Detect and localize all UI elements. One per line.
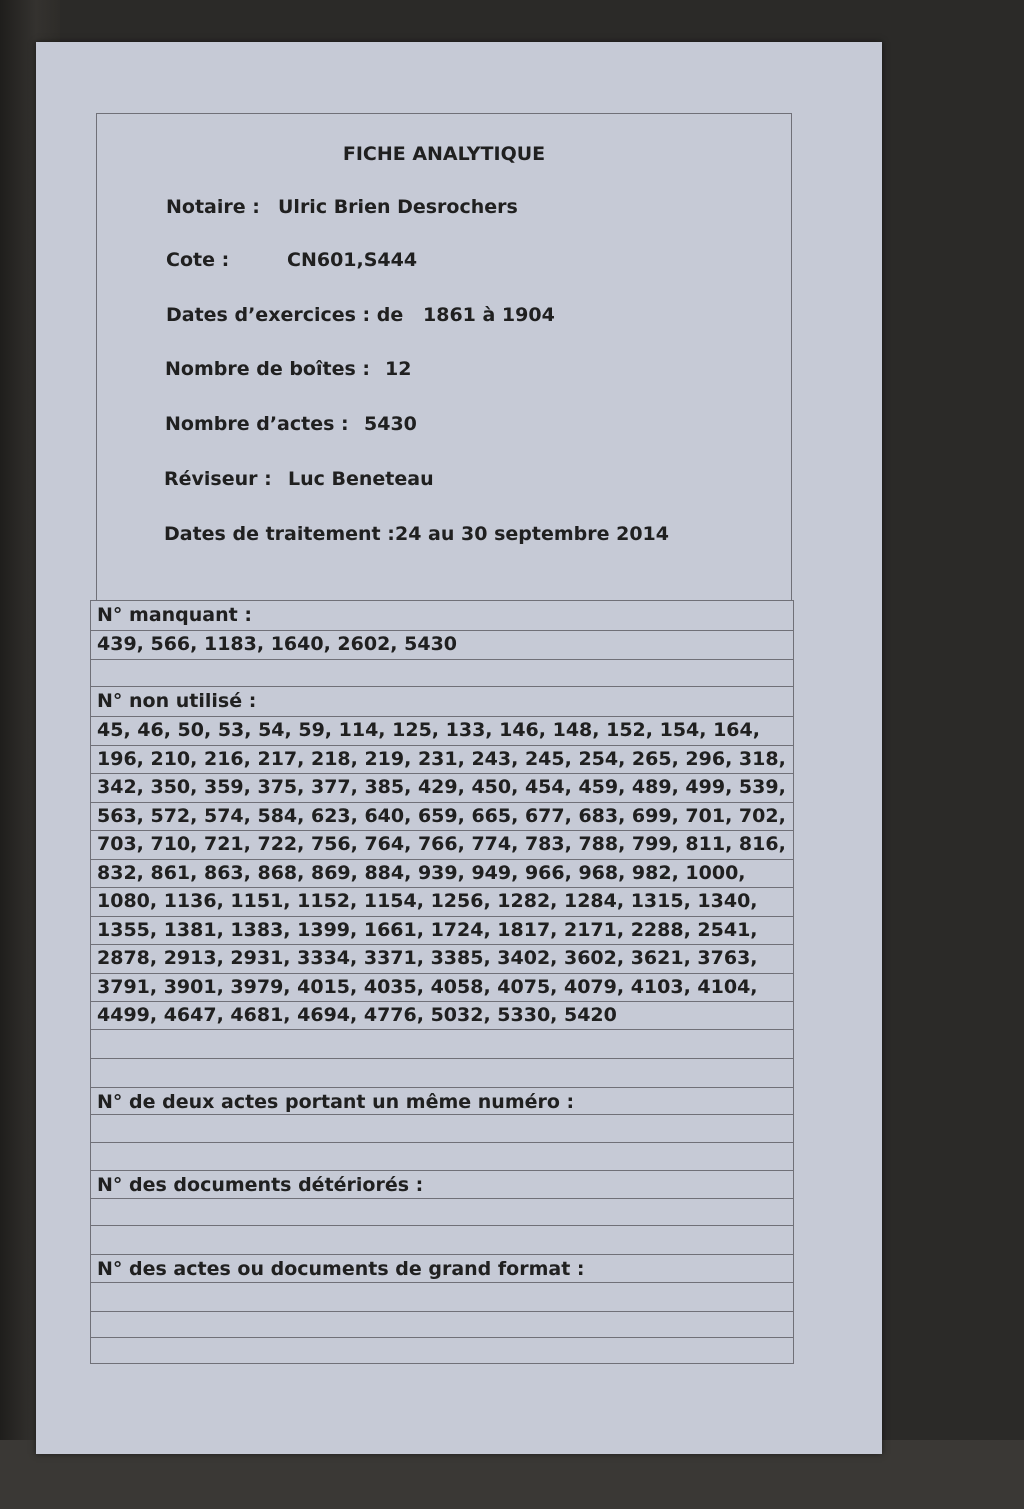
empty-row — [91, 659, 793, 686]
nombre-actes-value: 5430 — [364, 413, 417, 435]
manquant-label: N° manquant : — [97, 604, 252, 626]
nombre-boites-label: Nombre de boîtes : — [165, 358, 370, 380]
empty-row — [91, 1311, 793, 1337]
nombre-boites-value: 12 — [385, 358, 412, 380]
manquant-label-row — [91, 600, 793, 630]
empty-row — [91, 1029, 793, 1058]
empty-row — [91, 1225, 793, 1254]
non-utilise-line-row — [91, 973, 793, 1002]
deteriores-label: N° des documents détériorés : — [97, 1174, 424, 1196]
document-title: FICHE ANALYTIQUE — [342, 143, 546, 165]
non-utilise-line-row — [91, 830, 793, 859]
empty-row — [91, 1114, 793, 1142]
notaire-value: Ulric Brien Desrochers — [278, 196, 518, 218]
non-utilise-line-row — [91, 887, 793, 916]
nombre-actes-label: Nombre d’actes : — [165, 413, 349, 435]
non-utilise-line: 1080, 1136, 1151, 1152, 1154, 1256, 1282, 1284, 1315, 1340, — [97, 890, 758, 912]
non-utilise-line: 3791, 3901, 3979, 4015, 4035, 4058, 4075, 4079, 4103, 4104, — [97, 975, 758, 998]
non-utilise-line: 2878, 2913, 2931, 3334, 3371, 3385, 3402, 3602, 3621, 3763, — [97, 947, 758, 969]
empty-row — [91, 1058, 793, 1087]
dates-exercices-label: Dates d’exercices : de — [166, 304, 404, 326]
empty-row — [91, 1142, 793, 1170]
non-utilise-label: N° non utilisé : — [97, 690, 257, 712]
grand-format-label-row — [91, 1254, 793, 1282]
reviseur-value: Luc Beneteau — [288, 468, 434, 490]
non-utilise-line: 703, 710, 721, 722, 756, 764, 766, 774, 783, 788, 799, 811, 816, — [97, 833, 786, 855]
dates-traitement-label: Dates de traitement : — [164, 523, 395, 545]
non-utilise-line: 4499, 4647, 4681, 4694, 4776, 5032, 5330, 5420 — [97, 1004, 617, 1026]
non-utilise-label-row — [91, 686, 793, 716]
non-utilise-line-row — [91, 802, 793, 831]
numbers-table — [90, 600, 794, 1364]
notaire-label: Notaire : — [166, 196, 260, 218]
non-utilise-line-row — [91, 1001, 793, 1029]
non-utilise-line: 832, 861, 863, 868, 869, 884, 939, 949, 966, 968, 982, 1000, — [97, 861, 746, 884]
empty-row — [91, 1198, 793, 1225]
cote-value: CN601,S444 — [287, 249, 418, 271]
manquant-values: 439, 566, 1183, 1640, 2602, 5430 — [97, 633, 458, 655]
non-utilise-line-row — [91, 716, 793, 745]
deux-actes-label: N° de deux actes portant un même numéro : — [97, 1091, 575, 1113]
non-utilise-line-row — [91, 859, 793, 888]
non-utilise-line-row — [91, 944, 793, 973]
non-utilise-line-row — [91, 745, 793, 774]
manquant-values-row — [91, 630, 793, 659]
non-utilise-line: 342, 350, 359, 375, 377, 385, 429, 450, 454, 459, 489, 499, 539, — [97, 776, 786, 798]
non-utilise-line: 45, 46, 50, 53, 54, 59, 114, 125, 133, 146, 148, 152, 154, 164, — [97, 719, 760, 741]
cote-label: Cote : — [166, 249, 230, 271]
dates-exercices-value: 1861 à 1904 — [423, 304, 555, 326]
non-utilise-line: 563, 572, 574, 584, 623, 640, 659, 665, 677, 683, 699, 701, 702, — [97, 804, 786, 827]
non-utilise-line-row — [91, 916, 793, 945]
non-utilise-line: 1355, 1381, 1383, 1399, 1661, 1724, 1817, 2171, 2288, 2541, — [97, 918, 758, 941]
empty-row — [91, 1282, 793, 1311]
reviseur-label: Réviseur : — [164, 468, 272, 490]
deteriores-label-row — [91, 1170, 793, 1198]
non-utilise-line-row — [91, 773, 793, 802]
empty-row — [91, 1337, 793, 1364]
deux-actes-label-row — [91, 1087, 793, 1114]
grand-format-label: N° des actes ou documents de grand format : — [97, 1258, 585, 1280]
dates-traitement-value: 24 au 30 septembre 2014 — [395, 523, 669, 545]
non-utilise-line: 196, 210, 216, 217, 218, 219, 231, 243, 245, 254, 265, 296, 318, — [97, 747, 786, 770]
